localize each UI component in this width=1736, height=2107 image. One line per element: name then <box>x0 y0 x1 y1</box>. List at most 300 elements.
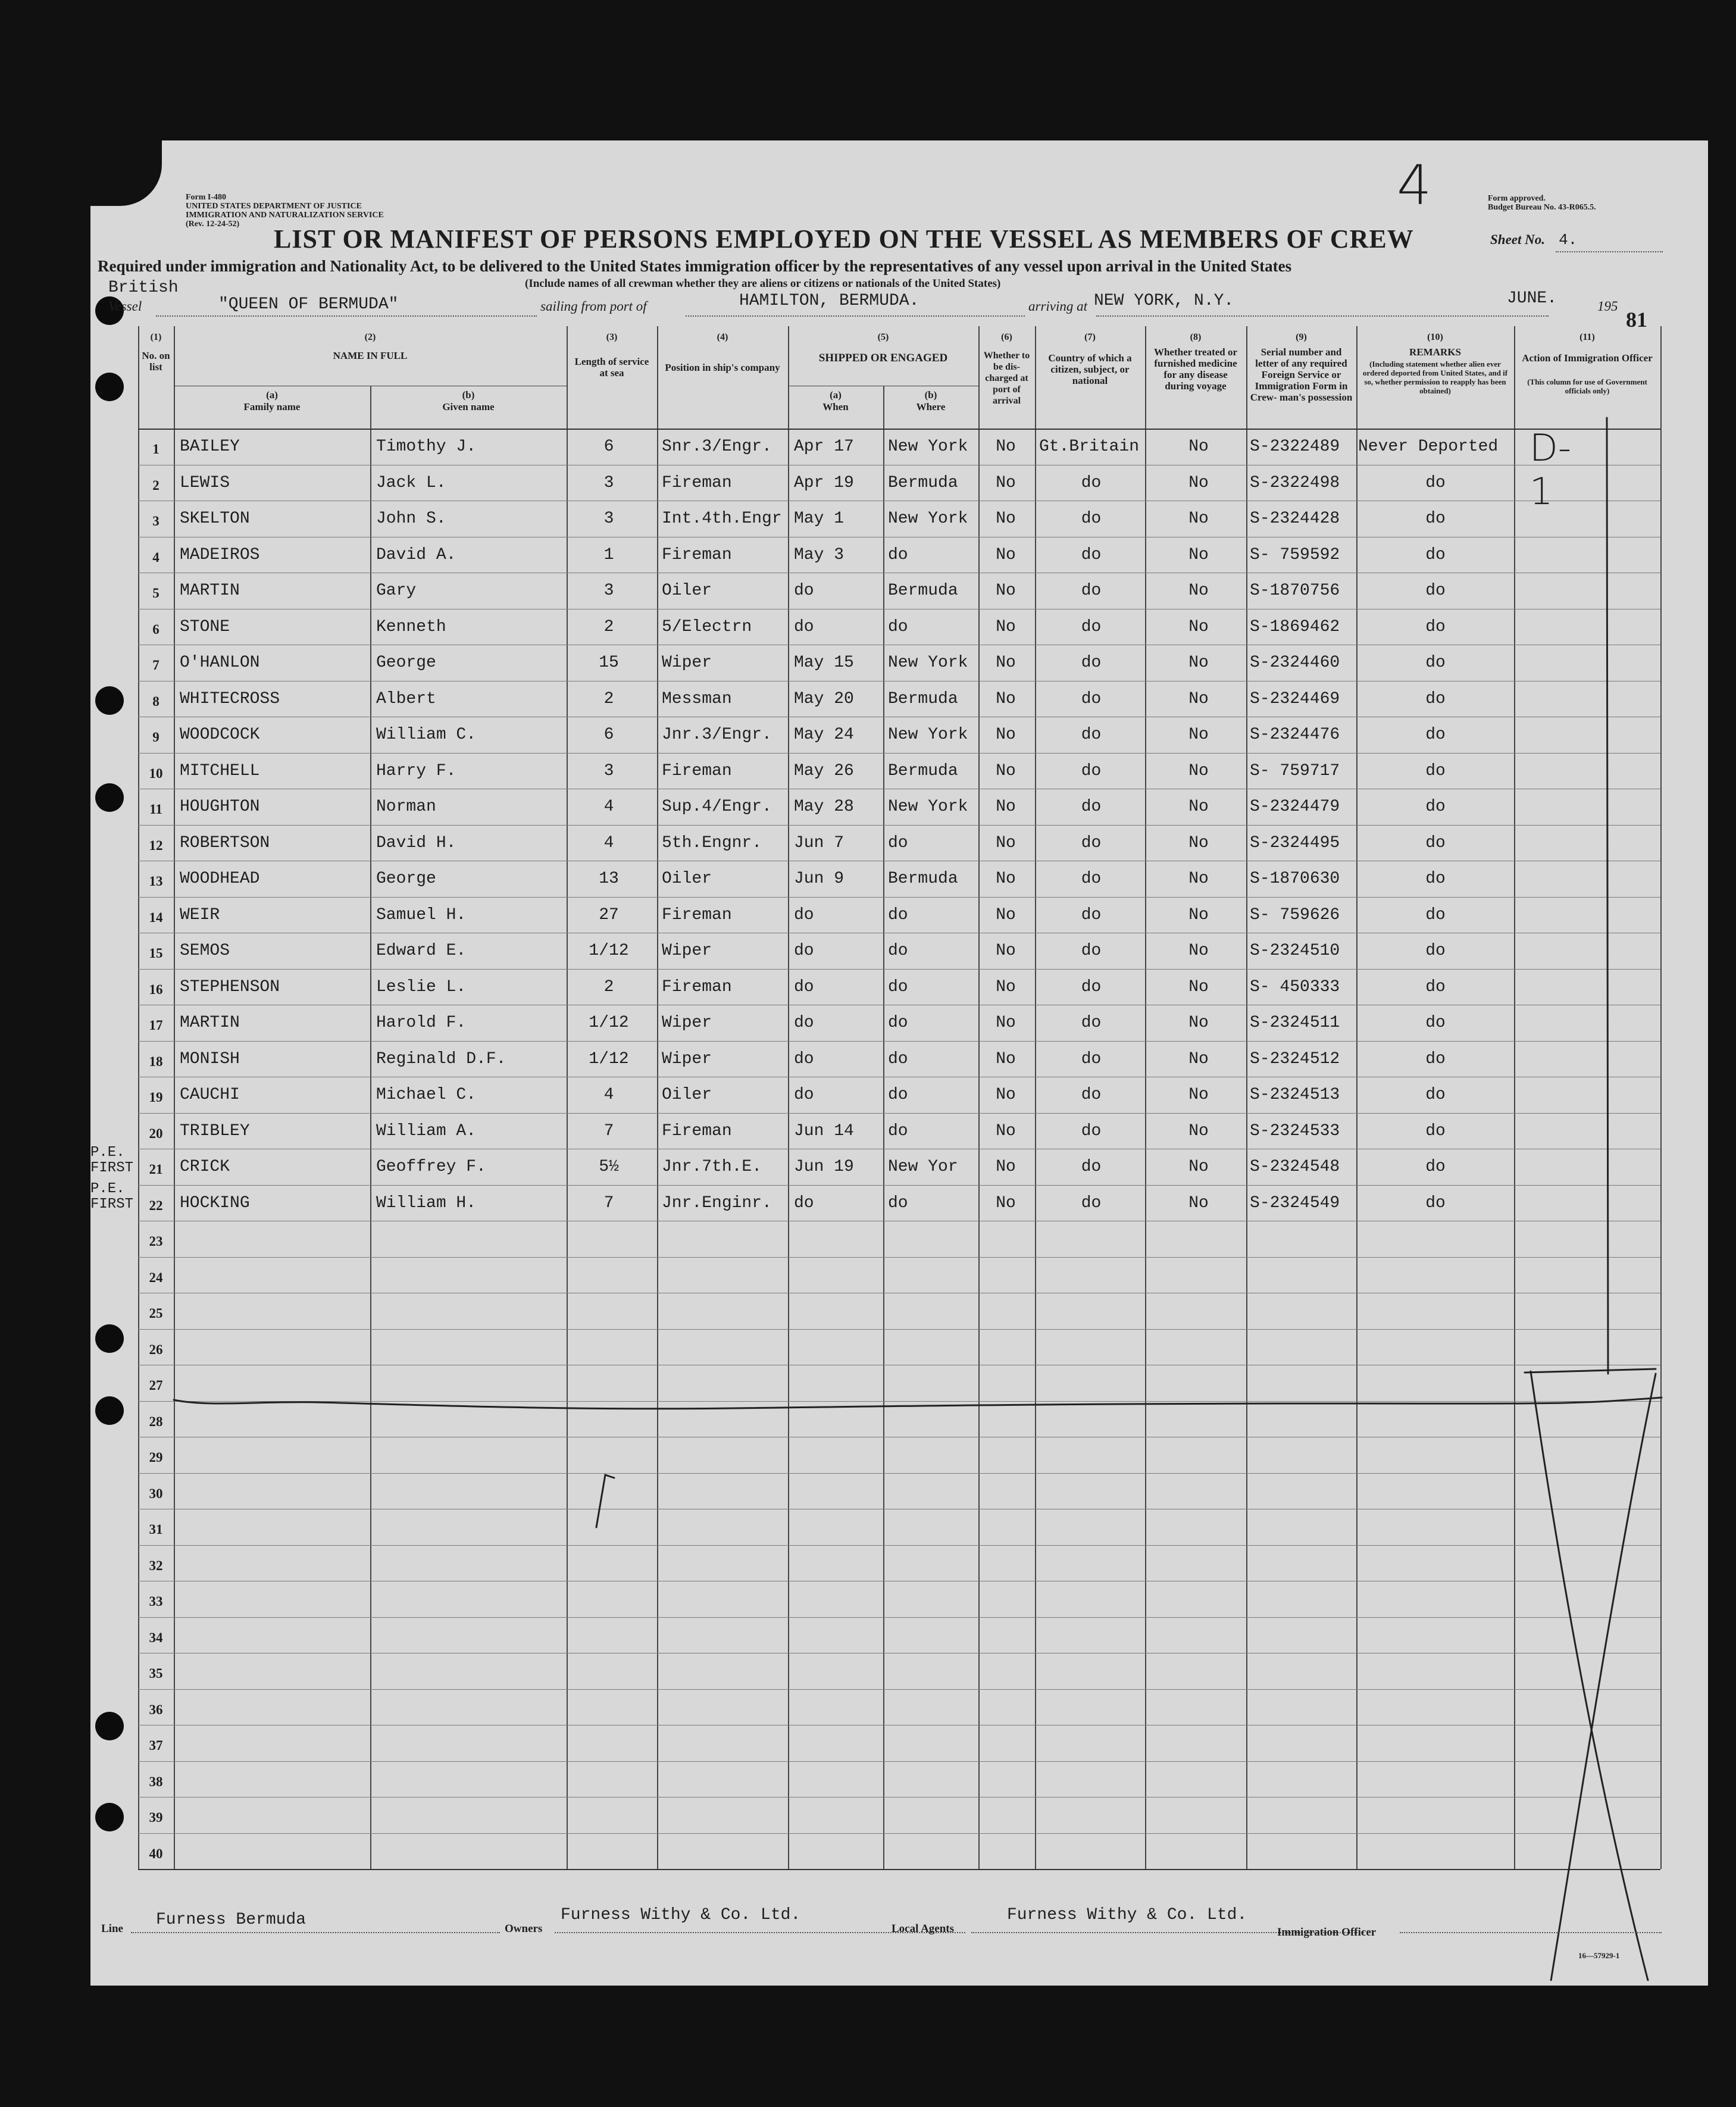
position-cell: Fireman <box>662 977 732 996</box>
treated-cell: No <box>1188 833 1209 852</box>
given-name-cell: Samuel H. <box>376 905 467 924</box>
discharged-cell: No <box>996 473 1016 492</box>
remarks-cell: do <box>1425 798 1446 816</box>
binder-hole <box>95 373 124 401</box>
treated-cell: No <box>1188 582 1209 600</box>
length-of-service-cell: 4 <box>603 798 614 816</box>
header-name-in-full: NAME IN FULL <box>333 350 408 361</box>
shipped-when-cell: May 24 <box>794 726 854 744</box>
family-name-cell: WHITECROSS <box>180 689 280 708</box>
discharged-cell: No <box>996 977 1016 996</box>
header-family-letter: (a) <box>266 389 278 401</box>
pe-first-annotation: P.E. FIRST <box>90 1145 134 1176</box>
country-cell: do <box>1081 833 1102 852</box>
row-number: 40 <box>149 1846 163 1861</box>
remarks-cell: do <box>1425 509 1446 528</box>
arriving-label: arriving at <box>1028 299 1088 314</box>
header-remarks-note: (Including statement whether alien ever ordered deported from United States, and if so, whether permission to reapply has been obtained) <box>1362 359 1508 395</box>
discharged-cell: No <box>996 1158 1016 1176</box>
year-suffix: 81 <box>1626 308 1647 332</box>
header-remarks: REMARKS <box>1409 346 1461 358</box>
row-number: 30 <box>149 1486 163 1501</box>
row-number: 6 <box>152 621 159 637</box>
treated-cell: No <box>1188 798 1209 816</box>
position-cell: Fireman <box>662 905 732 924</box>
position-cell: 5th.Engnr. <box>662 833 762 852</box>
col-number: (3) <box>606 332 618 342</box>
binder-hole <box>95 1396 124 1425</box>
shipped-when-cell: do <box>794 582 814 600</box>
shipped-where-cell: do <box>888 1049 908 1068</box>
shipped-where-cell: Bermuda <box>888 473 958 492</box>
treated-cell: No <box>1188 870 1209 888</box>
header-treated: Whether treated or furnished medicine for any disease during voyage <box>1153 346 1238 392</box>
given-name-cell: Geoffrey F. <box>376 1158 486 1176</box>
position-cell: Fireman <box>662 761 732 780</box>
row-number: 35 <box>149 1666 163 1681</box>
shipped-when-cell: do <box>794 942 814 960</box>
country-cell: do <box>1081 1158 1102 1176</box>
discharged-cell: No <box>996 1086 1016 1104</box>
row-number: 4 <box>152 549 159 565</box>
row-number: 10 <box>149 765 163 781</box>
owners-label: Owners <box>505 1922 543 1935</box>
form-approved-text: Form approved. <box>1488 194 1546 203</box>
discharged-cell: No <box>996 509 1016 528</box>
country-cell: do <box>1081 1014 1102 1032</box>
country-cell: do <box>1081 509 1102 528</box>
header-discharged: Whether to be dis- charged at port of arrival <box>983 351 1030 406</box>
treated-cell: No <box>1188 1014 1209 1032</box>
position-cell: Wiper <box>662 1014 712 1032</box>
discharged-cell: No <box>996 905 1016 924</box>
serial-number-cell: S-2324476 <box>1250 726 1340 744</box>
row-number: 11 <box>149 802 162 817</box>
family-name-cell: STONE <box>180 617 230 636</box>
action-bracket <box>1607 418 1608 1374</box>
length-of-service-cell: 2 <box>603 689 614 708</box>
shipped-where-cell: New York <box>888 654 968 672</box>
family-name-cell: CAUCHI <box>180 1086 240 1104</box>
row-number: 27 <box>149 1378 163 1393</box>
row-number: 25 <box>149 1306 163 1321</box>
position-cell: Messman <box>662 689 732 708</box>
position-cell: Fireman <box>662 1121 732 1140</box>
given-name-cell: David A. <box>376 545 456 564</box>
subtitle: Required under immigration and Nationality Act, to be delivered to the United States immigration officer by the representatives of any vessel upon arrival in the United States <box>98 257 1292 275</box>
shipped-where-cell: do <box>888 617 908 636</box>
row-number: 9 <box>152 730 159 745</box>
remarks-cell: do <box>1425 1121 1446 1140</box>
shipped-when-cell: do <box>794 977 814 996</box>
given-name-cell: Kenneth <box>376 617 446 636</box>
treated-cell: No <box>1188 654 1209 672</box>
header-action-note: (This column for use of Government officials only) <box>1527 377 1647 395</box>
sheet-number <box>1490 231 1577 249</box>
length-of-service-cell: 7 <box>603 1193 614 1212</box>
treated-cell: No <box>1188 761 1209 780</box>
row-number: 7 <box>152 658 159 673</box>
country-cell: do <box>1081 1193 1102 1212</box>
header-where: Where <box>916 401 946 412</box>
treated-cell: No <box>1188 617 1209 636</box>
remarks-cell: do <box>1425 833 1446 852</box>
given-name-cell: Jack L. <box>376 473 446 492</box>
row-number: 14 <box>149 909 163 925</box>
row-number: 39 <box>149 1810 163 1825</box>
given-name-cell: Reginald D.F. <box>376 1049 506 1068</box>
treated-cell: No <box>1188 1086 1209 1104</box>
row-number: 21 <box>149 1162 163 1177</box>
header-serial: Serial number and letter of any required Foreign Service or Immigration Form in Crew- man's possession <box>1250 346 1353 403</box>
shipped-when-cell: May 20 <box>794 689 854 708</box>
shipped-where-cell: Bermuda <box>888 870 958 888</box>
shipped-when-cell: do <box>794 1014 814 1032</box>
length-of-service-cell: 1/12 <box>589 942 629 960</box>
form-revision: (Rev. 12-24-52) <box>186 220 240 229</box>
country-cell: do <box>1081 689 1102 708</box>
shipped-where-cell: Bermuda <box>888 582 958 600</box>
service-name: IMMIGRATION AND NATURALIZATION SERVICE <box>186 211 384 220</box>
sheet-label: Sheet No. <box>1490 232 1545 247</box>
family-name-cell: WEIR <box>180 905 220 924</box>
position-cell: 5/Electrn <box>662 617 752 636</box>
row-number: 19 <box>149 1090 163 1105</box>
remarks-cell: Never Deported <box>1358 437 1499 456</box>
remarks-cell: do <box>1425 582 1446 600</box>
length-of-service-cell: 1/12 <box>589 1049 629 1068</box>
country-cell: do <box>1081 905 1102 924</box>
row-number: 5 <box>152 586 159 601</box>
shipped-when-cell: Jun 19 <box>794 1158 854 1176</box>
row-number: 23 <box>149 1234 163 1249</box>
length-of-service-cell: 3 <box>603 473 614 492</box>
treated-cell: No <box>1188 942 1209 960</box>
col-number: (1) <box>150 332 162 342</box>
shipped-when-cell: do <box>794 617 814 636</box>
handwritten-marks <box>138 326 1709 1981</box>
country-cell: do <box>1081 942 1102 960</box>
treated-cell: No <box>1188 545 1209 564</box>
treated-cell: No <box>1188 1158 1209 1176</box>
length-of-service-cell: 7 <box>603 1121 614 1140</box>
row-number: 31 <box>149 1522 163 1537</box>
treated-cell: No <box>1188 1049 1209 1068</box>
family-name-cell: LEWIS <box>180 473 230 492</box>
form-number: Form I-480 <box>186 193 227 202</box>
department-name: UNITED STATES DEPARTMENT OF JUSTICE <box>186 202 362 211</box>
header-action: Action of Immigration Officer <box>1522 352 1653 364</box>
row-number: 26 <box>149 1342 163 1357</box>
row-number: 32 <box>149 1558 163 1573</box>
col-number: (2) <box>364 332 376 342</box>
position-cell: Fireman <box>662 473 732 492</box>
shipped-when-cell: Jun 14 <box>794 1121 854 1140</box>
serial-number-cell: S-2324548 <box>1250 1158 1340 1176</box>
country-cell: do <box>1081 654 1102 672</box>
row-number: 20 <box>149 1126 163 1141</box>
manifest-sheet <box>90 140 1708 1986</box>
action-entry: D-1 <box>1529 426 1572 513</box>
given-name-cell: William C. <box>376 726 477 744</box>
position-cell: Oiler <box>662 582 712 600</box>
shipped-when-cell: Jun 9 <box>794 870 844 888</box>
position-cell: Oiler <box>662 1086 712 1104</box>
action-bracket-cap <box>1525 1369 1656 1373</box>
length-of-service-cell: 3 <box>603 582 614 600</box>
page-title: LIST OR MANIFEST OF PERSONS EMPLOYED ON THE VESSEL AS MEMBERS OF CREW <box>274 224 1414 254</box>
family-name-cell: ROBERTSON <box>180 833 270 852</box>
year-prefix: 195 <box>1597 299 1618 314</box>
remarks-cell: do <box>1425 726 1446 744</box>
sailing-label: sailing from port of <box>540 299 647 314</box>
line-value: Furness Bermuda <box>156 1911 306 1929</box>
position-cell: Jnr.Enginr. <box>662 1193 772 1212</box>
row-number: 28 <box>149 1414 163 1429</box>
position-cell: Wiper <box>662 1049 712 1068</box>
remarks-cell: do <box>1425 942 1446 960</box>
row-number: 38 <box>149 1774 163 1789</box>
agents-label: Local Agents <box>892 1922 955 1935</box>
vessel-nationality: British <box>108 279 179 297</box>
family-name-cell: MONISH <box>180 1049 240 1068</box>
binder-hole <box>95 783 124 812</box>
remarks-cell: do <box>1425 1158 1446 1176</box>
shipped-when-cell: Apr 17 <box>794 437 854 456</box>
length-of-service-cell: 1 <box>603 545 614 564</box>
row-number: 12 <box>149 837 163 853</box>
treated-cell: No <box>1188 1193 1209 1212</box>
serial-number-cell: S-2324511 <box>1250 1014 1340 1032</box>
shipped-where-cell: New York <box>888 509 968 528</box>
cancel-cross-line <box>1531 1371 1662 1981</box>
treated-cell: No <box>1188 977 1209 996</box>
country-cell: do <box>1081 617 1102 636</box>
shipped-when-cell: May 3 <box>794 545 844 564</box>
shipped-where-cell: do <box>888 1193 908 1212</box>
remarks-cell: do <box>1425 761 1446 780</box>
serial-number-cell: S-2324533 <box>1250 1121 1340 1140</box>
shipped-when-cell: do <box>794 1086 814 1104</box>
remarks-cell: do <box>1425 1193 1446 1212</box>
remarks-cell: do <box>1425 545 1446 564</box>
header-no-on-list: No. on list <box>142 350 170 373</box>
treated-cell: No <box>1188 437 1209 456</box>
discharged-cell: No <box>996 833 1016 852</box>
sailing-port: HAMILTON, BERMUDA. <box>739 292 919 310</box>
handwritten-page-mark: 4 <box>1397 154 1432 217</box>
discharged-cell: No <box>996 617 1016 636</box>
row-number: 24 <box>149 1270 163 1285</box>
given-name-cell: Edward E. <box>376 942 467 960</box>
discharged-cell: No <box>996 654 1016 672</box>
header-shipped-or-engaged: SHIPPED OR ENGAGED <box>818 352 948 364</box>
agents-value: Furness Withy & Co. Ltd. <box>1007 1906 1247 1924</box>
row-number: 34 <box>149 1630 163 1645</box>
arriving-port: NEW YORK, N.Y. <box>1094 292 1234 310</box>
given-name-cell: William H. <box>376 1193 477 1212</box>
given-name-cell: Norman <box>376 798 436 816</box>
vessel-name: "QUEEN OF BERMUDA" <box>218 295 399 314</box>
sheet-value: 4. <box>1559 231 1578 249</box>
treated-cell: No <box>1188 473 1209 492</box>
length-of-service-cell: 5½ <box>599 1158 619 1176</box>
binder-hole <box>95 686 124 715</box>
col-number: (11) <box>1579 332 1595 342</box>
pe-first-annotation: P.E. FIRST <box>90 1180 134 1212</box>
remarks-cell: do <box>1425 905 1446 924</box>
position-cell: Jnr.7th.E. <box>662 1158 762 1176</box>
family-name-cell: MARTIN <box>180 582 240 600</box>
handwritten-check <box>596 1475 614 1527</box>
given-name-cell: William A. <box>376 1121 477 1140</box>
shipped-when-cell: do <box>794 905 814 924</box>
serial-number-cell: S-2324549 <box>1250 1193 1340 1212</box>
country-cell: do <box>1081 1086 1102 1104</box>
immigration-officer-label: Immigration Officer <box>1277 1926 1377 1939</box>
torn-corner <box>90 140 162 206</box>
form-identification <box>186 193 384 229</box>
col-number: (9) <box>1296 332 1307 342</box>
family-name-cell: WOODCOCK <box>180 726 260 744</box>
country-cell: do <box>1081 870 1102 888</box>
shipped-where-cell: Bermuda <box>888 689 958 708</box>
header-length-of-service: Length of service at sea <box>574 356 649 379</box>
country-cell: do <box>1081 726 1102 744</box>
budget-approval <box>1488 194 1596 212</box>
position-cell: Int.4th.Engr <box>662 509 782 528</box>
row-number: 3 <box>152 514 159 529</box>
shipped-when-cell: Jun 7 <box>794 833 844 852</box>
budget-bureau-number: Budget Bureau No. 43-R065.5. <box>1488 203 1596 212</box>
shipped-when-cell: May 26 <box>794 761 854 780</box>
serial-number-cell: S- 759626 <box>1250 905 1340 924</box>
remarks-cell: do <box>1425 654 1446 672</box>
position-cell: Snr.3/Engr. <box>662 437 772 456</box>
shipped-where-cell: do <box>888 942 908 960</box>
line-label: Line <box>101 1922 123 1935</box>
shipped-where-cell: New Yor <box>888 1158 958 1176</box>
length-of-service-cell: 3 <box>603 509 614 528</box>
row-number: 13 <box>149 874 163 889</box>
length-of-service-cell: 2 <box>603 617 614 636</box>
discharged-cell: No <box>996 761 1016 780</box>
length-of-service-cell: 13 <box>599 870 619 888</box>
binder-hole <box>95 1803 124 1831</box>
shipped-when-cell: May 15 <box>794 654 854 672</box>
length-of-service-cell: 2 <box>603 977 614 996</box>
serial-number-cell: S-2324460 <box>1250 654 1340 672</box>
length-of-service-cell: 1/12 <box>589 1014 629 1032</box>
treated-cell: No <box>1188 1121 1209 1140</box>
shipped-where-cell: New York <box>888 726 968 744</box>
family-name-cell: TRIBLEY <box>180 1121 250 1140</box>
treated-cell: No <box>1188 689 1209 708</box>
given-name-cell: David H. <box>376 833 456 852</box>
vessel-label: Vessel <box>108 299 142 314</box>
discharged-cell: No <box>996 1049 1016 1068</box>
family-name-cell: SEMOS <box>180 942 230 960</box>
shipped-where-cell: do <box>888 833 908 852</box>
print-code: 16—57929-1 <box>1578 1951 1620 1960</box>
row-number: 22 <box>149 1198 163 1213</box>
shipped-where-cell: do <box>888 1014 908 1032</box>
given-name-cell: George <box>376 654 436 672</box>
family-name-cell: WOODHEAD <box>180 870 260 888</box>
row-number: 17 <box>149 1018 163 1033</box>
shipped-when-cell: do <box>794 1049 814 1068</box>
remarks-cell: do <box>1425 870 1446 888</box>
treated-cell: No <box>1188 905 1209 924</box>
country-cell: do <box>1081 1121 1102 1140</box>
serial-number-cell: S-2324510 <box>1250 942 1340 960</box>
row-number: 16 <box>149 981 163 997</box>
given-name-cell: John S. <box>376 509 446 528</box>
serial-number-cell: S- 450333 <box>1250 977 1340 996</box>
col-number: (7) <box>1084 332 1096 342</box>
discharged-cell: No <box>996 942 1016 960</box>
family-name-cell: O'HANLON <box>180 654 260 672</box>
shipped-when-cell: Apr 19 <box>794 473 854 492</box>
length-of-service-cell: 4 <box>603 1086 614 1104</box>
include-note: (Include names of all crewman whether they are aliens or citizens or nationals of the United States) <box>525 277 1001 290</box>
discharged-cell: No <box>996 545 1016 564</box>
col-number: (8) <box>1190 332 1202 342</box>
length-of-service-cell: 3 <box>603 761 614 780</box>
country-cell: do <box>1081 545 1102 564</box>
shipped-where-cell: do <box>888 545 908 564</box>
discharged-cell: No <box>996 437 1016 456</box>
serial-number-cell: S-2324513 <box>1250 1086 1340 1104</box>
remarks-cell: do <box>1425 689 1446 708</box>
shipped-where-cell: New York <box>888 437 968 456</box>
col-number: (6) <box>1001 332 1012 342</box>
serial-number-cell: S-2324512 <box>1250 1049 1340 1068</box>
header-given-letter: (b) <box>462 389 475 401</box>
row-number: 2 <box>152 477 159 493</box>
shipped-where-cell: do <box>888 905 908 924</box>
discharged-cell: No <box>996 689 1016 708</box>
family-name-cell: BAILEY <box>180 437 240 456</box>
header-where-letter: (b) <box>924 389 937 401</box>
shipped-when-cell: May 1 <box>794 509 844 528</box>
position-cell: Wiper <box>662 654 712 672</box>
serial-number-cell: S-1870756 <box>1250 582 1340 600</box>
row-number: 36 <box>149 1702 163 1717</box>
shipped-when-cell: do <box>794 1193 814 1212</box>
col-number: (10) <box>1427 332 1443 342</box>
serial-number-cell: S-1869462 <box>1250 617 1340 636</box>
col-number: (4) <box>717 332 728 342</box>
serial-number-cell: S-2324469 <box>1250 689 1340 708</box>
shipped-when-cell: May 28 <box>794 798 854 816</box>
header-when-letter: (a) <box>830 389 842 401</box>
serial-number-cell: S-2322498 <box>1250 473 1340 492</box>
treated-cell: No <box>1188 509 1209 528</box>
country-cell: do <box>1081 473 1102 492</box>
shipped-where-cell: New York <box>888 798 968 816</box>
serial-number-cell: S-2324428 <box>1250 509 1340 528</box>
discharged-cell: No <box>996 1193 1016 1212</box>
length-of-service-cell: 4 <box>603 833 614 852</box>
row-number: 1 <box>152 442 159 457</box>
discharged-cell: No <box>996 582 1016 600</box>
row-number: 15 <box>149 946 163 961</box>
family-name-cell: MARTIN <box>180 1014 240 1032</box>
row-number: 29 <box>149 1450 163 1465</box>
row-number: 8 <box>152 693 159 709</box>
owners-value: Furness Withy & Co. Ltd. <box>561 1906 801 1924</box>
